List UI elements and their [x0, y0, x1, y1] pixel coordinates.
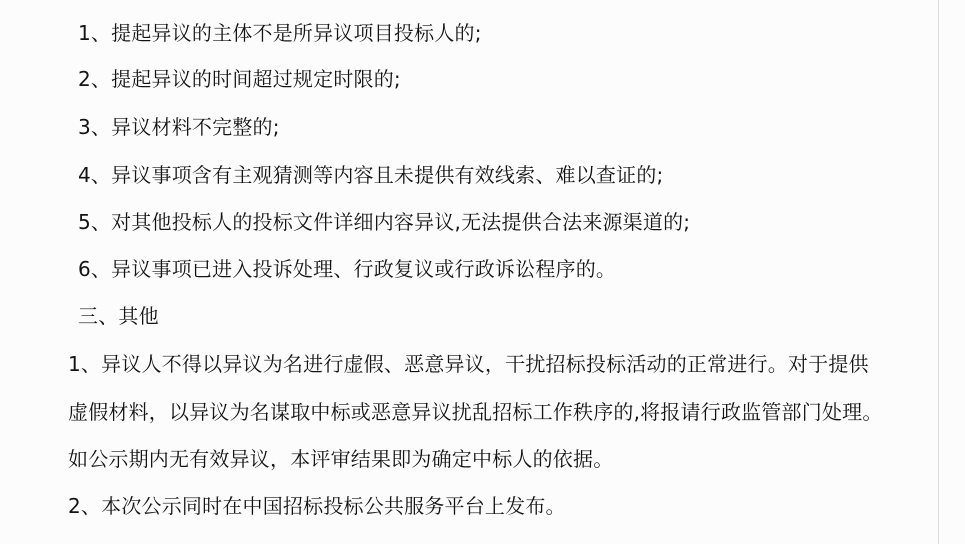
invalid-objection-item-1: 1、提起异议的主体不是所异议项目投标人的; [78, 21, 482, 45]
page-edge-divider [938, 0, 939, 544]
other-paragraph-line-1: 1、异议人不得以异议为名进行虚假、恶意异议，干扰招标投标活动的正常进行。对于提供 [68, 352, 869, 376]
invalid-objection-item-4: 4、异议事项含有主观猜测等内容且未提供有效线索、难以查证的; [78, 163, 664, 187]
invalid-objection-item-3: 3、异议材料不完整的; [78, 115, 280, 139]
other-paragraph-line-3: 如公示期内无有效异议，本评审结果即为确定中标人的依据。 [68, 447, 614, 471]
other-item-2-publication: 2、本次公示同时在中国招标投标公共服务平台上发布。 [68, 494, 566, 518]
other-paragraph-line-2: 虚假材料，以异议为名谋取中标或恶意异议扰乱招标工作秩序的,将报请行政监管部门处理。 [68, 400, 883, 424]
invalid-objection-item-2: 2、提起异议的时间超过规定时限的; [78, 67, 401, 91]
section-heading-other: 三、其他 [78, 304, 159, 328]
invalid-objection-item-6: 6、异议事项已进入投诉处理、行政复议或行政诉讼程序的。 [78, 257, 617, 281]
invalid-objection-item-5: 5、对其他投标人的投标文件详细内容异议,无法提供合法来源渠道的; [78, 210, 691, 234]
